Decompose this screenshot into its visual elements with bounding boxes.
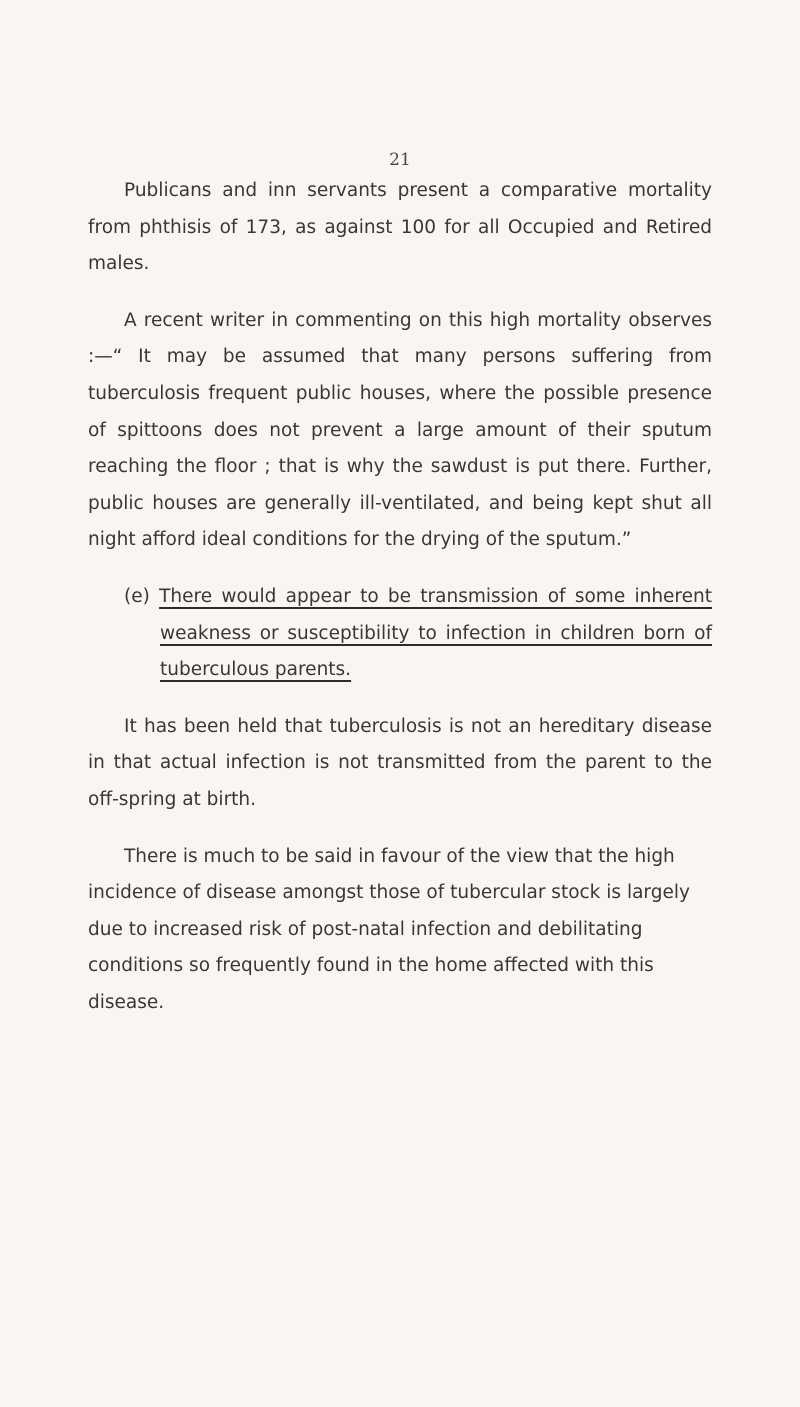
body-text: [88, 173, 712, 1041]
paragraph-inherent-weakness: [88, 579, 712, 689]
paragraph-much-to-be-said: There is much to be said in favour of the view that the high incidence of disease amongst those of tubercular stock is largely due to increased risk of post-natal infection and debilitating conditions so frequently found in the home affected with this disease.: [88, 845, 690, 1013]
underlined-statement: There would appear to be transmission of some inherent weakness or susceptibility to infection in children born of tuberculous parents.: [159, 585, 712, 681]
paragraph-not-hereditary: It has been held that tuberculosis is not an hereditary disease in that actual infection is not transmitted from the parent to the off-spring at birth.: [88, 715, 712, 810]
paragraph-publicans: Publicans and inn servants present a comparative mortality from phthisis of 173, as against 100 for all Occupied and Retired males.: [88, 180, 712, 275]
paragraph-recent-writer: A recent writer in commenting on this high mortality observes :—“ It may be assumed that many persons suffering from tuberculosis frequent public houses, where the possible presence of spittoons does not prevent a large amount of their sputum reaching the floor ; that is why the sawdust is put there. Further, public houses are generally ill-ventilated, and being kept shut all night afford ideal conditions for the drying of the sputum.”: [88, 309, 712, 551]
page-number: 21: [389, 150, 411, 170]
item-label: (e): [124, 585, 150, 607]
